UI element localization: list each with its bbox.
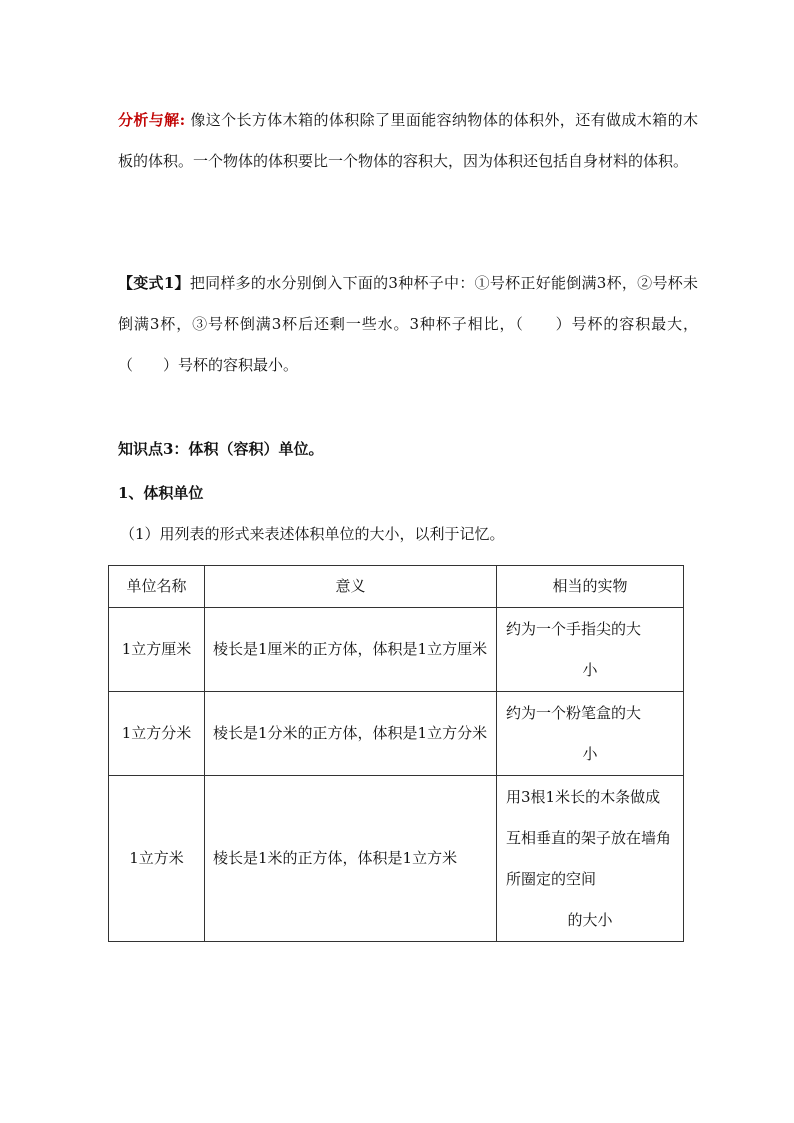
object-text: 约为一个粉笔盒的大 <box>506 703 642 722</box>
meaning-cell: 棱长是1米的正方体，体积是1立方米 <box>205 776 497 942</box>
unit-name-cell: 1立方米 <box>109 776 205 942</box>
meaning-cell: 棱长是1分米的正方体，体积是1立方分米 <box>205 692 497 776</box>
object-text: 用3根1米长的木条做成互相垂直的架子放在墙角所圈定的空间 <box>506 787 672 888</box>
analysis-paragraph <box>118 100 698 182</box>
header-meaning: 意义 <box>205 566 497 608</box>
table-row <box>109 776 684 942</box>
object-text-tail: 小 <box>582 744 598 763</box>
variant-label: 【变式1】 <box>118 274 190 292</box>
object-text-tail: 的大小 <box>567 910 613 929</box>
unit-name-cell: 1立方厘米 <box>109 608 205 692</box>
section-title: 1、体积单位 <box>118 484 204 502</box>
knowledge-point-heading: 知识点3：体积（容积）单位。 <box>118 440 324 458</box>
analysis-label: 分析与解 <box>118 111 180 129</box>
variant-text: 把同样多的水分别倒入下面的3种杯子中：①号杯正好能倒满3杯，②号杯未倒满3杯，③号杯倒满3杯后还剩一些水。3种杯子相比，（ ）号杯的容积最大，（ ）号杯的容积最小。 <box>118 274 699 374</box>
table-row <box>109 692 684 776</box>
analysis-text: 像这个长方体木箱的体积除了里面能容纳物体的体积外，还有做成木箱的木板的体积。一个物体的体积要比一个物体的容积大，因为体积还包括自身材料的体积。 <box>118 111 698 170</box>
object-cell <box>497 776 684 942</box>
object-cell <box>497 692 684 776</box>
object-text-tail: 小 <box>582 660 598 679</box>
object-cell <box>497 608 684 692</box>
variant-paragraph <box>118 263 698 386</box>
sub-note: （1）用列表的形式来表述体积单位的大小，以利于记忆。 <box>120 525 505 543</box>
header-unit-name: 单位名称 <box>109 566 205 608</box>
volume-units-table <box>108 565 684 942</box>
table-row <box>109 608 684 692</box>
unit-name-cell: 1立方分米 <box>109 692 205 776</box>
object-text: 约为一个手指尖的大 <box>506 619 642 638</box>
meaning-cell: 棱长是1厘米的正方体，体积是1立方厘米 <box>205 608 497 692</box>
header-equivalent-object: 相当的实物 <box>497 566 684 608</box>
analysis-colon: : <box>179 111 186 129</box>
table-header-row <box>109 566 684 608</box>
